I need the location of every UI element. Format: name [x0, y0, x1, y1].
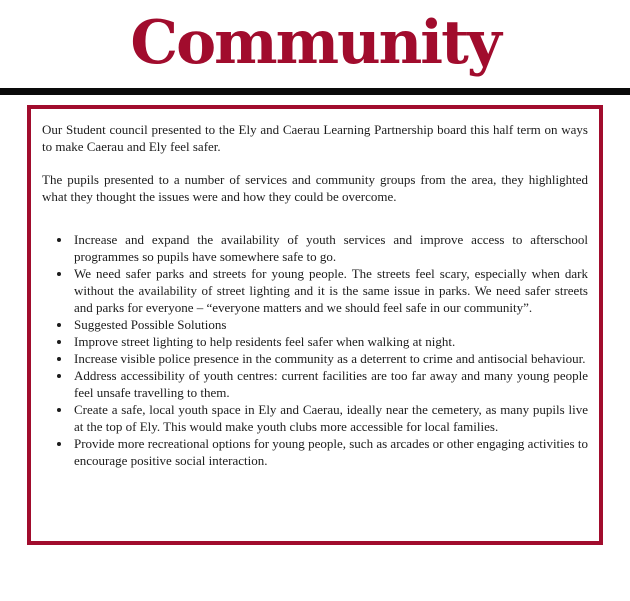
list-item: • Increase visible police presence in the community as a deterrent to crime and antisocial behaviour. — [72, 350, 588, 367]
list-item: • Increase and expand the availability of youth services and improve access to afterschool programmes so pupils have somewhere safe to go. — [72, 231, 588, 265]
overview-paragraph: The pupils presented to a number of services and community groups from the area, they highlighted what they thought the issues were and how they could be overcome. — [42, 172, 588, 204]
list-item: • Address accessibility of youth centres: current facilities are too far away and many young people feel unsafe travelling to them. — [72, 367, 588, 401]
intro-paragraph: Our Student council presented to the Ely and Caerau Learning Partnership board this half term on ways to make Caerau and Ely feel safer. — [42, 122, 588, 154]
list-item: • Create a safe, local youth space in Ely and Caerau, ideally near the cemetery, as many pupils live at the top of Ely. This would make youth clubs more accessible for local families. — [72, 401, 588, 435]
list-item: • Improve street lighting to help residents feel safer when walking at night. — [72, 333, 588, 350]
page-header — [0, 0, 630, 105]
list-item: • We need safer parks and streets for young people. The streets feel scary, especially when dark without the availability of street lighting and it is the same issue in parks. We need safer streets and parks for everyone – “everyone matters and we should feel safe in our community”. — [72, 265, 588, 316]
list-item: • Provide more recreational options for young people, such as arcades or other engaging activities to encourage positive social interaction. — [72, 435, 588, 469]
points-list — [42, 231, 588, 469]
content-box — [27, 105, 603, 545]
title-divider-bar — [0, 88, 630, 95]
list-item: • Suggested Possible Solutions — [72, 316, 588, 333]
page-title: Community — [130, 8, 500, 78]
